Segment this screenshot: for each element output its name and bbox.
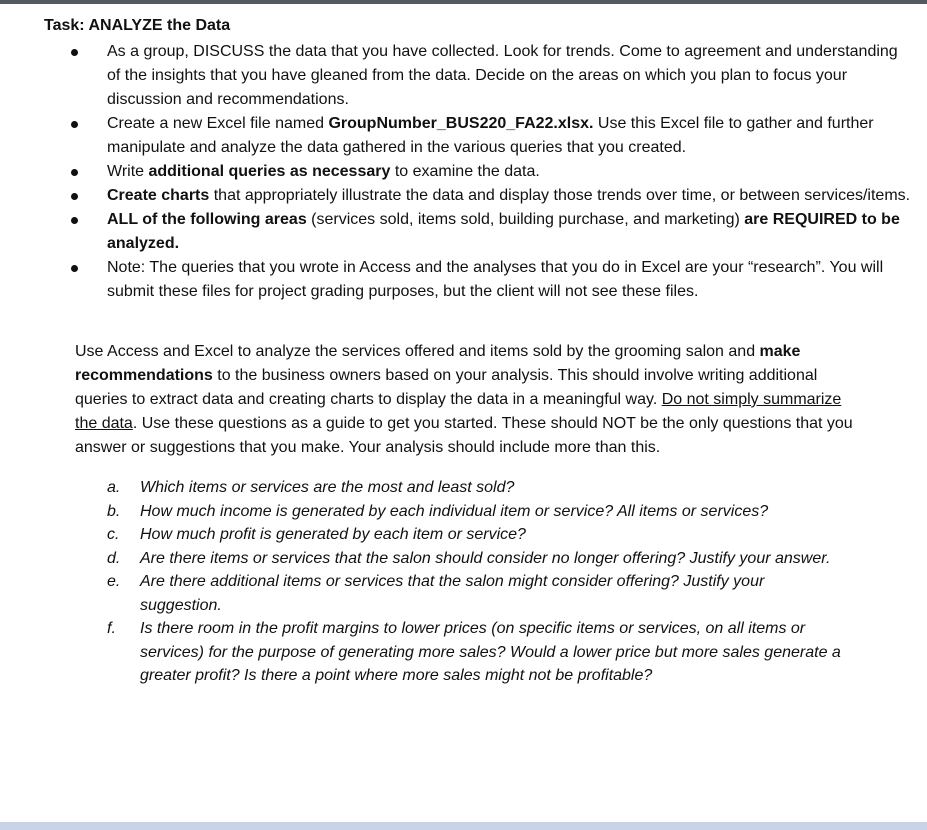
bullet-icon [71,49,78,56]
bullet-bold-2: are REQUIRED to be analyzed. [107,211,900,252]
bullet-item-excel-file [44,112,914,160]
bullet-text-post: to examine the data. [390,163,540,180]
bullet-item-charts [44,184,914,208]
bullet-icon [71,169,78,176]
question-item [44,617,848,688]
question-text: Is there room in the profit margins to lower prices (on specific items or services, on all items or services) for the purpose of generating more sales? Would a lower price but more sales generate a greater profit? Is there a point where more sales might not be profitable? [140,620,841,684]
question-marker: b. [107,502,121,520]
bullet-filename: GroupNumber_BUS220_FA22.xlsx. [328,115,594,132]
bullet-text-post: Use this Excel file to gather and further manipulate and analyze the data gathered in the various queries that you created. [107,115,874,156]
bullet-item-queries [44,160,914,184]
bullet-icon [71,217,78,224]
question-marker: f. [107,620,116,637]
bullet-text-pre: Write [107,163,149,180]
question-marker: c. [107,526,120,543]
analysis-underline: Do not simply summarize the data [75,391,842,432]
question-item [44,476,848,500]
task-bullet-list [44,40,914,304]
question-text: Are there items or services that the salon should consider no longer offering? Justify your answer. [140,549,831,567]
question-text: How much profit is generated by each item or service? [140,526,526,543]
question-marker: a. [107,479,121,496]
bullet-item-discuss [44,40,914,112]
question-item [44,570,848,617]
bullet-icon [71,265,78,272]
question-text: Which items or services are the most and least sold? [140,479,515,496]
question-list [44,476,914,688]
question-text: Are there additional items or services that the salon might consider offering? Justify your suggestion. [140,573,765,614]
bullet-item-note [44,256,914,304]
bullet-icon [71,193,78,200]
bullet-text-post: that appropriately illustrate the data and display those trends over time, or between services/items. [209,187,911,204]
bullet-bold: Create charts [107,187,210,204]
analysis-paragraph [75,340,857,460]
analysis-text-1: Use Access and Excel to analyze the services offered and items sold by the grooming salon and [75,343,760,360]
question-item [44,547,848,571]
analysis-bold: make recommendations [75,343,801,384]
bullet-text: As a group, DISCUSS the data that you have collected. Look for trends. Come to agreement and understanding of the insights that you have gleaned from the data. Decide on the areas on which you plan to focus your discussion and recommendations. [107,43,898,108]
bottom-border [0,822,927,830]
question-item [44,523,848,547]
bullet-item-required-areas [44,208,914,256]
analysis-text-3: . Use these questions as a guide to get you started. These should NOT be the only questions that you answer or suggestions that you make. Your analysis should include more than this. [75,415,853,456]
bullet-text: Note: The queries that you wrote in Access and the analyses that you do in Excel are your “research”. You will submit these files for project grading purposes, but the client will not see these files. [107,259,884,300]
question-marker: e. [107,573,121,590]
task-title: Task: ANALYZE the Data [44,17,231,34]
bullet-icon [71,121,78,128]
bullet-bold: ALL of the following areas [107,211,307,228]
question-item [44,500,848,524]
analysis-text-2: to the business owners based on your analysis. This should involve writing additional queries to extract data and creating charts to display the data in a meaningful way. [75,367,818,408]
bullet-text-mid: (services sold, items sold, building purchase, and marketing) [306,211,745,228]
question-text: How much income is generated by each individual item or service? All items or services? [140,502,769,520]
bullet-bold: additional queries as necessary [148,163,391,180]
bullet-text-pre: Create a new Excel file named [107,115,329,132]
top-border [0,0,927,4]
question-marker: d. [107,549,121,567]
document-body [44,14,914,688]
